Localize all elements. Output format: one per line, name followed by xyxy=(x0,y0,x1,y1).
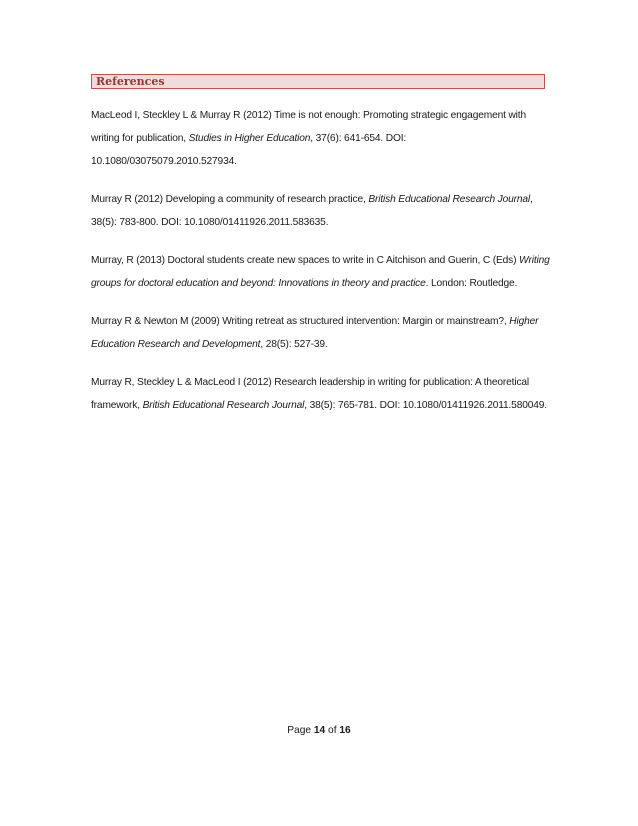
reference-title: British Educational Research Journal xyxy=(142,400,305,411)
reference-text: Murray R, Steckley L & MacLeod I (2012) Research leadership in writing for publication: A theoretical framework, xyxy=(91,377,530,411)
reference-text: . London: Routledge. xyxy=(425,278,518,289)
reference-item-3 xyxy=(91,249,551,295)
reference-text: , 38(5): 783-800. DOI: 10.1080/01411926.2011.583635. xyxy=(91,194,533,228)
reference-item-4 xyxy=(91,310,551,356)
reference-text: Murray, R (2013) Doctoral students create new spaces to write in C Aitchison and Guerin, C (Eds) xyxy=(91,255,520,266)
reference-item-2 xyxy=(91,188,551,234)
page-footer xyxy=(0,724,638,738)
reference-title: Writing groups for doctoral education and beyond: Innovations in theory and practice xyxy=(91,255,550,289)
reference-list xyxy=(91,104,551,432)
reference-text: Murray R (2012) Developing a community of research practice, xyxy=(91,194,369,205)
page-number-current: 14 xyxy=(313,725,326,736)
reference-item-5 xyxy=(91,371,551,417)
reference-title: British Educational Research Journal xyxy=(368,194,531,205)
reference-text: , 37(6): 641-654. DOI: 10.1080/03075079.2010.527934. xyxy=(91,133,407,167)
page-number-total: 16 xyxy=(339,725,351,736)
reference-text: Murray R & Newton M (2009) Writing retreat as structured intervention: Margin or mainstream?, xyxy=(91,316,510,327)
reference-item-1 xyxy=(91,104,551,173)
reference-text: MacLeod I, Steckley L & Murray R (2012) Time is not enough: Promoting strategic engagement with writing for publication, xyxy=(91,110,526,144)
reference-title: Higher Education Research and Development xyxy=(91,316,539,350)
page-number-of: of xyxy=(325,725,340,736)
page-number-prefix: Page xyxy=(287,725,314,736)
reference-text: , 28(5): 527-39. xyxy=(260,339,328,350)
reference-text: , 38(5): 765-781. DOI: 10.1080/01411926.2011.580049. xyxy=(304,400,547,411)
reference-title: Studies in Higher Education xyxy=(188,133,311,144)
references-heading: References xyxy=(91,74,545,89)
